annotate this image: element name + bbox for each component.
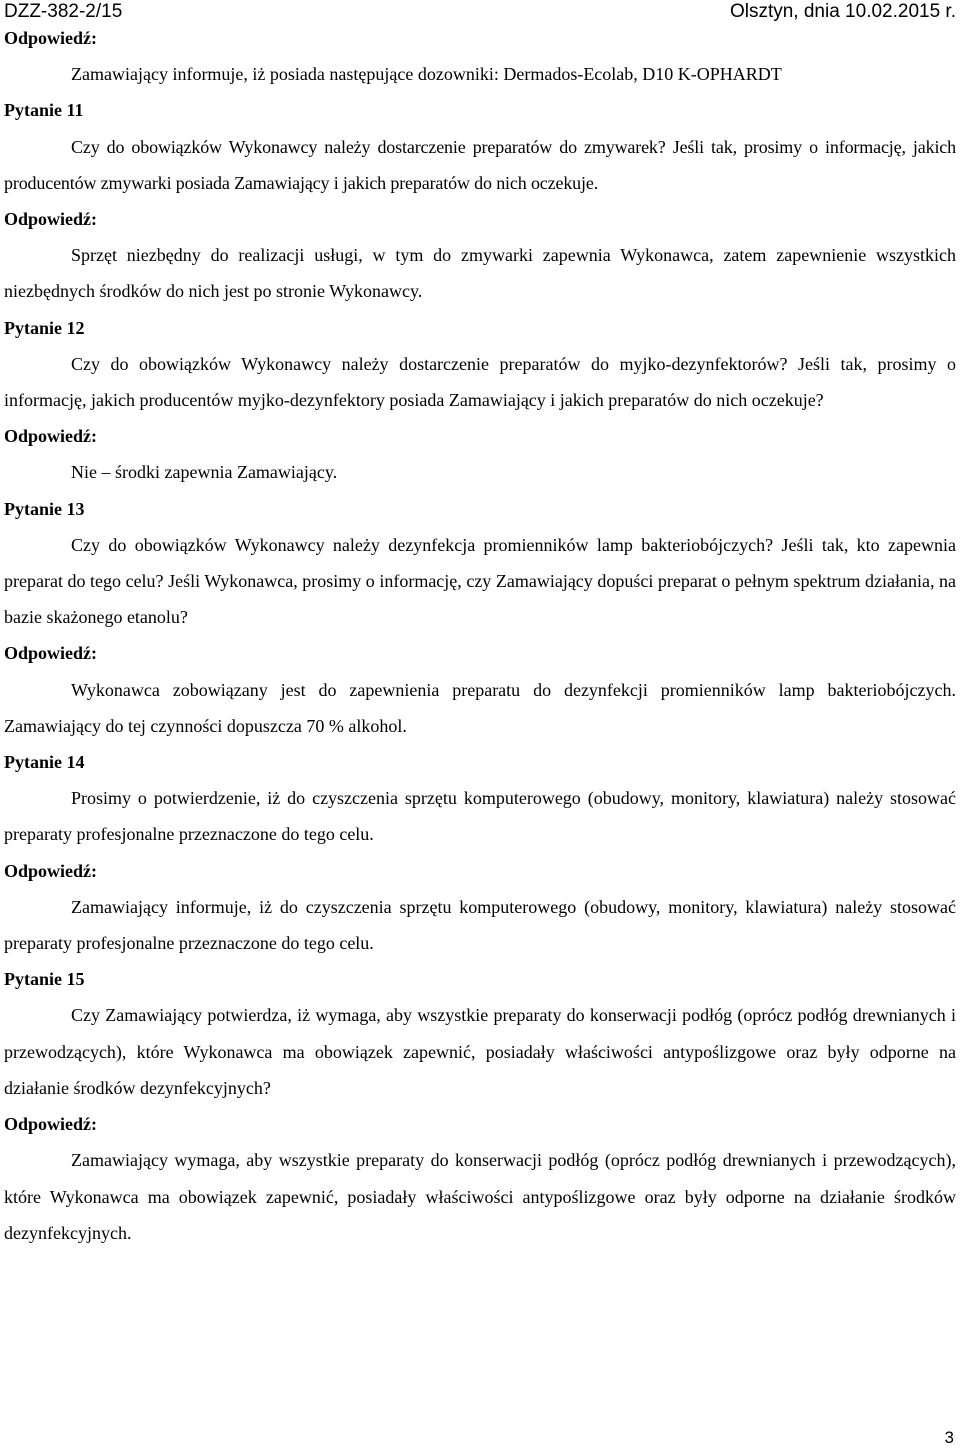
page-number: 3 xyxy=(944,1428,954,1447)
place-and-date: Olsztyn, dnia 10.02.2015 r. xyxy=(729,1,956,22)
answer-text: Zamawiający informuje, iż do czyszczenia sprzętu komputerowego (obudowy, monitory, klawiatura) należy stosować preparaty profesjonalne przeznaczone do tego celu. xyxy=(4,896,956,954)
answer-label: Odpowiedź: xyxy=(4,860,98,881)
answer-label: Odpowiedź: xyxy=(4,643,98,664)
answer-label: Odpowiedź: xyxy=(4,209,98,230)
answer-label: Odpowiedź: xyxy=(4,28,98,48)
answer-text: Wykonawca zobowiązany jest do zapewnienia preparatu do dezynfekcji promienników lamp bakteriobójczych. Zamawiający do tej czynności dopuszcza 70 % alkohol. xyxy=(4,679,956,736)
answer-label: Odpowiedź: xyxy=(4,1114,98,1135)
question-text: Prosimy o potwierdzenie, iż do czyszczenia sprzętu komputerowego (obudowy, monitory, klawiatura) należy stosować preparaty profesjonalne przeznaczone do tego celu. xyxy=(4,788,956,845)
question-label: Pytanie 11 xyxy=(4,100,84,121)
question-text: Czy do obowiązków Wykonawcy należy dostarczenie preparatów do myjko-dezynfektorów? Jeśli tak, prosimy o informację, jakich producentów myjko-dezynfektory posiada Zamawiający i jakich preparatów do nich oczekuje? xyxy=(4,353,956,411)
question-text: Czy Zamawiający potwierdza, iż wymaga, aby wszystkie preparaty do konserwacji podłóg (oprócz podłóg drewnianych i przewodzących), które Wykonawca ma obowiązek zapewnić, posiadały właściwości antypoślizgowe oraz były odporne na działanie środków dezynfekcyjnych? xyxy=(4,1005,956,1098)
question-label: Pytanie 13 xyxy=(4,498,85,519)
question-text: Czy do obowiązków Wykonawcy należy dostarczenie preparatów do zmywarek? Jeśli tak, prosimy o informację, jakich producentów zmywarki posiada Zamawiający i jakich preparatów do nich oczekuje. xyxy=(4,136,956,193)
answer-text: Zamawiający informuje, iż posiada następujące dozowniki: Dermados-Ecolab, D10 K-OPHARDT xyxy=(71,64,782,85)
qa-content xyxy=(4,20,956,1251)
answer-text: Zamawiający wymaga, aby wszystkie preparaty do konserwacji podłóg (oprócz podłóg drewnianych i przewodzących), które Wykonawca ma obowiązek zapewnić, posiadały właściwości antypoślizgowe oraz były odporne na działanie środków dezynfekcyjnych. xyxy=(4,1150,956,1243)
answer-text: Sprzęt niezbędny do realizacji usługi, w tym do zmywarki zapewnia Wykonawca, zatem zapewnienie wszystkich niezbędnych środków do nich jest po stronie Wykonawcy. xyxy=(4,245,956,302)
question-label: Pytanie 15 xyxy=(4,969,85,990)
question-label: Pytanie 12 xyxy=(4,317,85,338)
answer-text: Nie – środki zapewnia Zamawiający. xyxy=(71,462,338,483)
answer-label: Odpowiedź: xyxy=(4,426,98,447)
document-reference: DZZ-382-2/15 xyxy=(4,1,123,22)
question-label: Pytanie 14 xyxy=(4,752,85,773)
question-text: Czy do obowiązków Wykonawcy należy dezynfekcja promienników lamp bakteriobójczych? Jeśli tak, kto zapewnia preparat do tego celu? Jeśli Wykonawca, prosimy o informację, czy Zamawiający dopuści preparat o pełnym spektrum działania, na bazie skażonego etanolu? xyxy=(4,534,956,628)
